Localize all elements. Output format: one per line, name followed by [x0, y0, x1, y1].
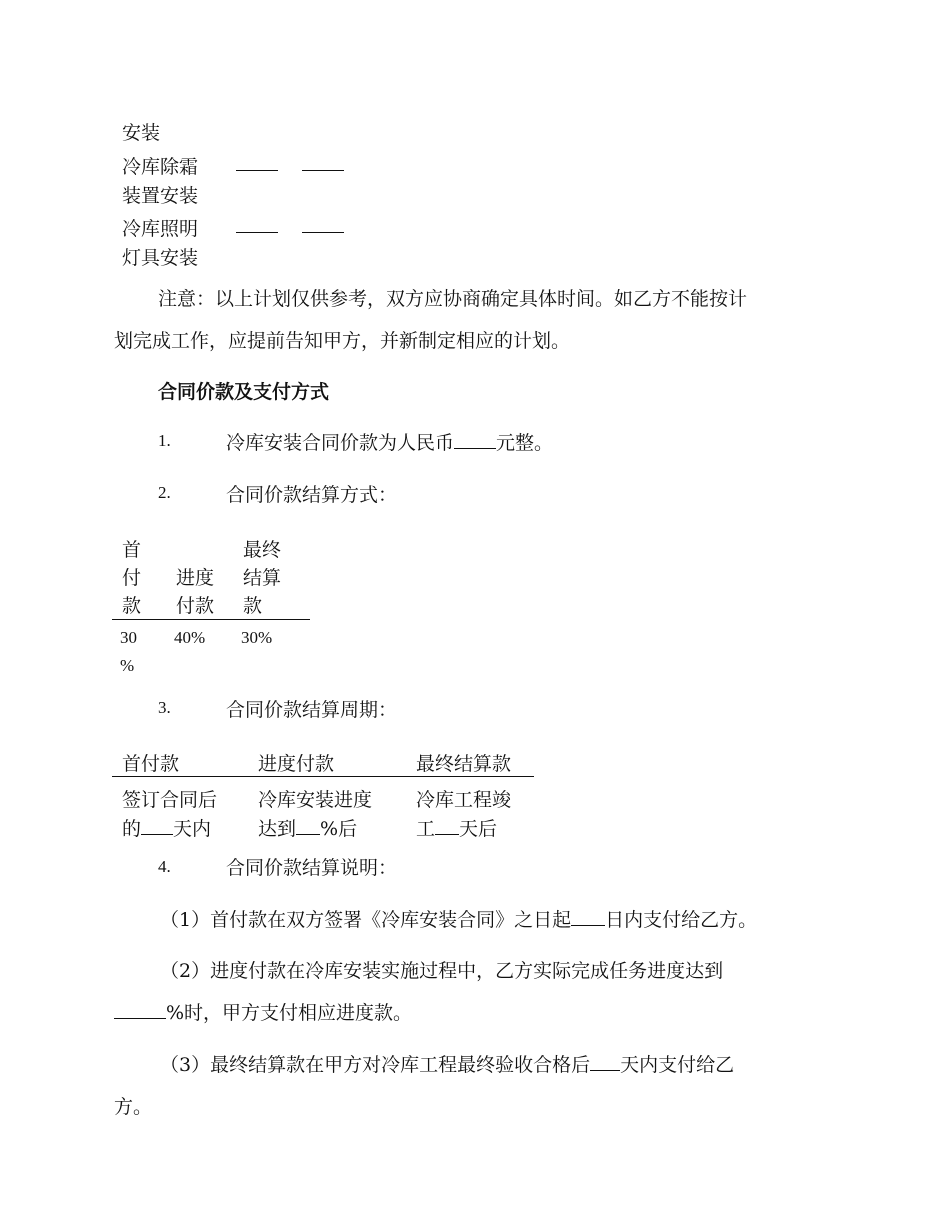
schedule-row-install-label: 安装 [122, 122, 161, 144]
table2-cell-2-before: 达到 [258, 818, 297, 840]
table2-header-3: 最终结算款 [416, 753, 512, 775]
item-3-number: 3. [158, 698, 171, 717]
schedule-defrost-blank-1 [236, 156, 278, 171]
explanation-3-line-2: 方。 [114, 1096, 153, 1118]
note-line-1: 注意：以上计划仅供参考，双方应协商确定具体时间。如乙方不能按计 [158, 288, 748, 310]
table1-header-3-line-1: 最终 [243, 539, 282, 561]
table1-cell-1-line-1: 30 [120, 628, 137, 647]
explanation-2-blank [114, 1004, 166, 1019]
table2-cell-2-blank [296, 820, 320, 835]
table1-cell-1-line-2: % [120, 656, 135, 675]
note-line-2: 划完成工作，应提前告知甲方，并新制定相应的计划。 [114, 330, 571, 352]
table2-cell-3-blank [435, 820, 459, 835]
schedule-row-defrost-label-1: 冷库除霜 [122, 156, 199, 178]
table2-cell-1-line-2 [122, 814, 211, 841]
item-1-text-after: 元整。 [496, 432, 554, 454]
explanation-1-before: 首付款在双方签署《冷库安装合同》之日起 [210, 909, 572, 931]
item-2-number: 2. [158, 483, 171, 502]
explanation-3-blank [590, 1056, 620, 1071]
explanation-1-prefix: （1） [160, 909, 211, 931]
explanation-2-line-2 [114, 998, 412, 1025]
explanation-2-prefix: （2） [160, 960, 211, 982]
explanation-3-after: 天内支付给乙 [620, 1054, 735, 1076]
schedule-defrost-blank-2 [302, 156, 344, 171]
schedule-row-lighting-label-1: 冷库照明 [122, 218, 199, 240]
item-1-text [226, 428, 553, 455]
table1-header-1-line-1: 首 [122, 539, 142, 561]
table2-cell-3-before: 工 [416, 818, 436, 840]
item-4-number: 4. [158, 857, 171, 876]
explanation-3-line-1 [160, 1050, 734, 1077]
table2-header-2: 进度付款 [258, 753, 335, 775]
item-2-text: 合同价款结算方式： [226, 484, 398, 506]
explanation-1-after: 日内支付给乙方。 [605, 909, 758, 931]
table1-cell-2: 40% [174, 628, 206, 647]
table2-header-1: 首付款 [122, 753, 180, 775]
table1-header-1-line-2: 付 [122, 567, 142, 589]
table2-cell-1-line-1: 签订合同后 [122, 789, 218, 811]
item-1-number: 1. [158, 431, 171, 450]
schedule-row-defrost-label-2: 装置安装 [122, 185, 199, 207]
schedule-lighting-blank-1 [236, 218, 278, 233]
table2-cell-1-after: 天内 [173, 818, 212, 840]
table2-cell-1-blank [141, 820, 173, 835]
schedule-lighting-blank-2 [302, 218, 344, 233]
table2-cell-3-line-2 [416, 814, 497, 841]
table1-header-3-line-3: 款 [243, 595, 263, 617]
item-4-text: 合同价款结算说明： [226, 857, 398, 879]
table1-header-rule [112, 619, 310, 620]
table2-cell-1-before: 的 [122, 818, 142, 840]
explanation-1 [160, 905, 757, 932]
item-3-text: 合同价款结算周期： [226, 699, 398, 721]
item-1-amount-blank [454, 434, 496, 449]
section-title: 合同价款及支付方式 [158, 381, 330, 403]
explanation-2-line-1 [160, 956, 723, 983]
table2-cell-2-line-2 [258, 814, 357, 841]
table1-header-2-line-2: 付款 [176, 595, 215, 617]
table2-cell-3-after: 天后 [459, 818, 498, 840]
schedule-row-lighting-label-2: 灯具安装 [122, 247, 199, 269]
table1-header-3-line-2: 结算 [243, 567, 282, 589]
table1-header-1-line-3: 款 [122, 595, 142, 617]
explanation-2-text: 进度付款在冷库安装实施过程中，乙方实际完成任务进度达到 [210, 960, 724, 982]
table2-cell-3-line-1: 冷库工程竣 [416, 789, 512, 811]
table2-cell-2-after: %后 [320, 818, 358, 840]
table1-header-2-line-1: 进度 [176, 567, 215, 589]
table1-cell-3: 30% [241, 628, 273, 647]
table2-cell-2-line-1: 冷库安装进度 [258, 789, 373, 811]
item-1-text-before: 冷库安装合同价款为人民币 [226, 432, 455, 454]
explanation-3-prefix: （3） [160, 1054, 211, 1076]
table2-header-rule [112, 776, 534, 777]
explanation-1-blank [571, 911, 605, 926]
explanation-3-before: 最终结算款在甲方对冷库工程最终验收合格后 [210, 1054, 591, 1076]
explanation-2-after: %时，甲方支付相应进度款。 [166, 1002, 413, 1024]
